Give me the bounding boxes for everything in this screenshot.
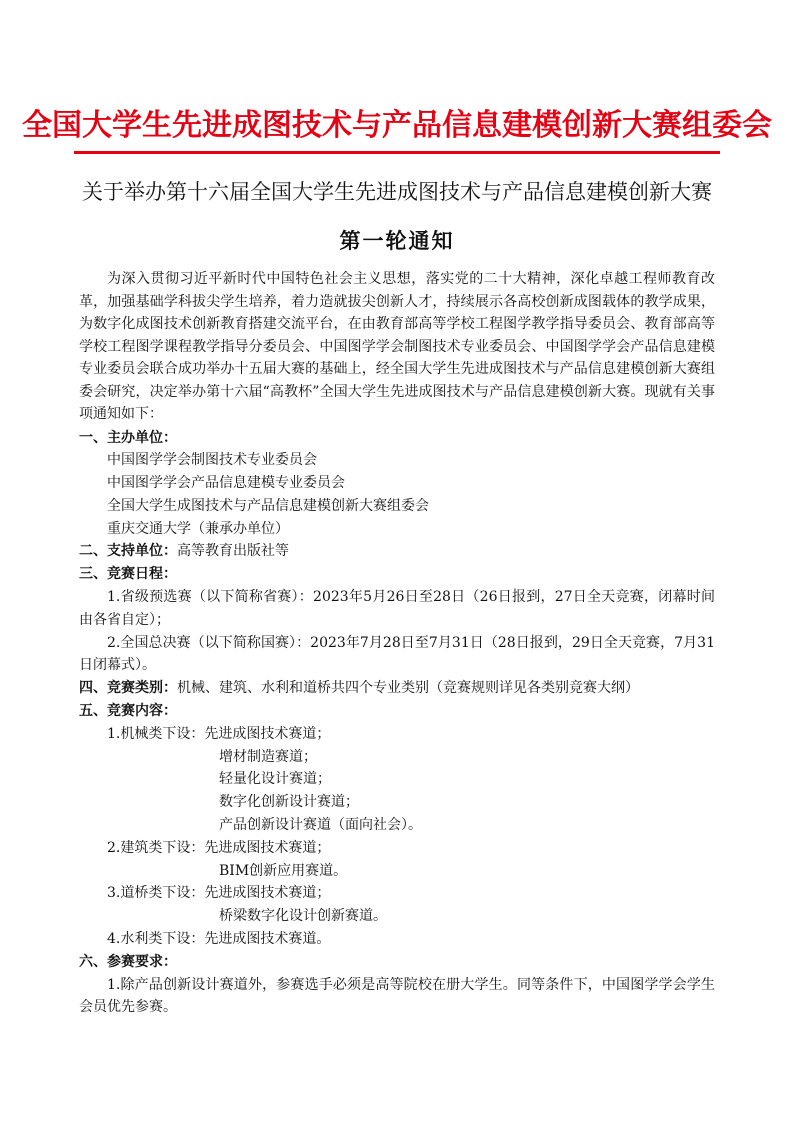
schedule-item: 2.全国总决赛（以下简称国赛）：2023年7月28日至7月31日（28日报到，29日全天竞赛，7月31日闭幕式）。 (79, 634, 715, 674)
section-supporters (79, 540, 715, 563)
notice-title: 关于举办第十六届全国大学生先进成图技术与产品信息建模创新大赛 (82, 180, 712, 204)
content-line: 桥梁数字化设计创新赛道。 (219, 908, 387, 925)
section-supporters-text: 高等教育出版社等 (177, 543, 289, 560)
organizer-item: 重庆交通大学（兼承办单位） (107, 520, 289, 537)
notice-body (79, 268, 715, 1019)
content-line: BIM创新应用赛道。 (219, 862, 348, 879)
content-line: 3.道桥类下设：先进成图技术赛道； (107, 885, 331, 902)
content-line: 1.机械类下设：先进成图技术赛道； (107, 725, 331, 742)
header-red-rule (74, 151, 720, 154)
section-supporters-heading: 二、支持单位： (79, 543, 177, 560)
notice-subtitle: 第一轮通知 (339, 229, 455, 253)
content-line: 数字化创新设计赛道； (219, 794, 359, 811)
intro-paragraph: 为深入贯彻习近平新时代中国特色社会主义思想，落实党的二十大精神，深化卓越工程师教育改革，加强基础学科拔尖学生培养，着力造就拔尖创新人才，持续展示各高校创新成图载体的教学成果，为数字化成图技术创新教育搭建交流平台，在由教育部高等学校工程图学教学指导委员会、教育部高等学校工程图学课程教学指导分委员会、中国图学学会制图技术专业委员会、中国图学学会产品信息建模专业委员会联合成功举办十五届大赛的基础上，经全国大学生先进成图技术与产品信息建模创新大赛组委会研究，决定举办第十六届“高教杯”全国大学生先进成图技术与产品信息建模创新大赛。现就有关事项通知如下： (79, 271, 715, 422)
organizer-item: 中国图学学会产品信息建模专业委员会 (107, 475, 345, 492)
content-line: 产品创新设计赛道（面向社会）。 (219, 817, 422, 834)
content-line: 2.建筑类下设：先进成图技术赛道； (107, 839, 331, 856)
section-categories (79, 677, 715, 700)
section-schedule-heading: 三、竞赛日程： (79, 566, 177, 583)
content-line: 增材制造赛道； (219, 748, 317, 765)
content-line: 轻量化设计赛道； (219, 771, 331, 788)
content-line: 4.水利类下设：先进成图技术赛道。 (107, 931, 331, 948)
section-organizers-heading: 一、主办单位： (79, 429, 177, 446)
section-requirements-heading: 六、参赛要求： (79, 953, 177, 970)
schedule-item: 1.省级预选赛（以下简称省赛）：2023年5月26日至28日（26日报到，27日全天竞赛，闭幕时间由各省自定）； (79, 589, 715, 628)
section-content-heading: 五、竞赛内容： (79, 703, 177, 720)
issuer-header: 全国大学生先进成图技术与产品信息建模创新大赛组委会 (22, 108, 772, 143)
requirement-item: 1.除产品创新设计赛道外，参赛选手必须是高等院校在册大学生。同等条件下，中国图学学会学生会员优先参赛。 (79, 976, 715, 1016)
organizer-item: 全国大学生成图技术与产品信息建模创新大赛组委会 (107, 497, 429, 514)
organizer-item: 中国图学学会制图技术专业委员会 (107, 452, 317, 469)
section-categories-text: 机械、建筑、水利和道桥共四个专业类别（竞赛规则详见各类别竞赛大纲） (177, 680, 639, 697)
section-categories-heading: 四、竞赛类别： (79, 680, 177, 697)
